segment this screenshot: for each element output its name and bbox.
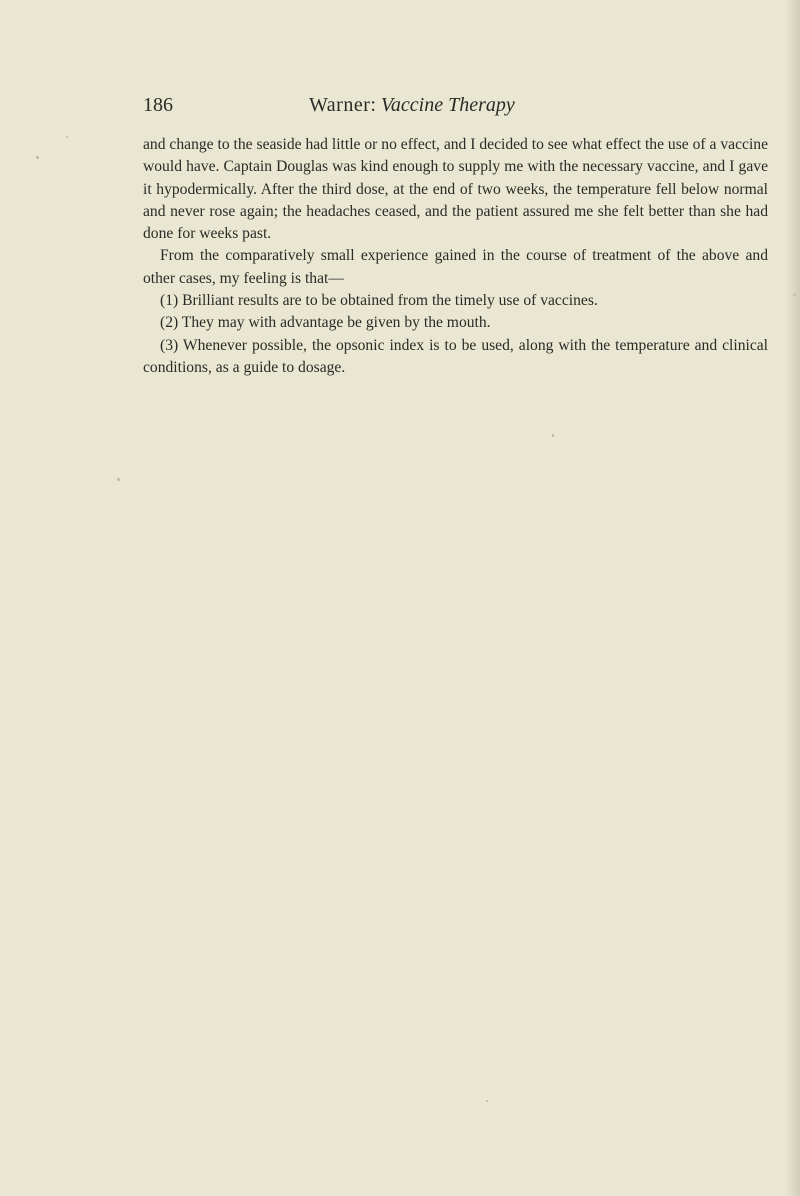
page-edge-shadow (786, 0, 800, 1196)
title-separator: : (370, 94, 376, 116)
book-title: Vaccine Therapy (380, 94, 515, 116)
page-number: 186 (143, 94, 173, 116)
conclusion-item-1: (1) Brilliant results are to be obtained from the timely use of vaccines. (160, 292, 598, 310)
paper-speck (117, 478, 120, 481)
body-text (143, 134, 768, 379)
paper-speck (66, 136, 68, 138)
paper-speck (486, 1100, 488, 1102)
conclusion-item-2: (2) They may with advantage be given by the mouth. (160, 314, 491, 332)
paper-speck (36, 156, 39, 159)
author-name: Warner (309, 94, 371, 116)
running-title (309, 92, 515, 118)
running-head (143, 92, 766, 118)
paragraph-continuation: and change to the seaside had little or no effect, and I decided to see what effect the use of a vaccine would have. Captain Douglas was kind enough to supply me with the necessary vaccine, and I gave it hypodermically. After the third dose, at the end of two weeks, the temperature fell below normal and never rose again; the headaches ceased, and the patient assured me she felt better than she had done for weeks past. (143, 136, 768, 243)
paragraph-conclusion-intro: From the comparatively small experience gained in the course of treatment of the above and other cases, my feeling is that— (143, 247, 768, 287)
conclusion-item-3: (3) Whenever possible, the opsonic index is to be used, along with the temperature and clinical conditions, as a guide to dosage. (143, 336, 768, 376)
paper-speck (552, 434, 554, 437)
